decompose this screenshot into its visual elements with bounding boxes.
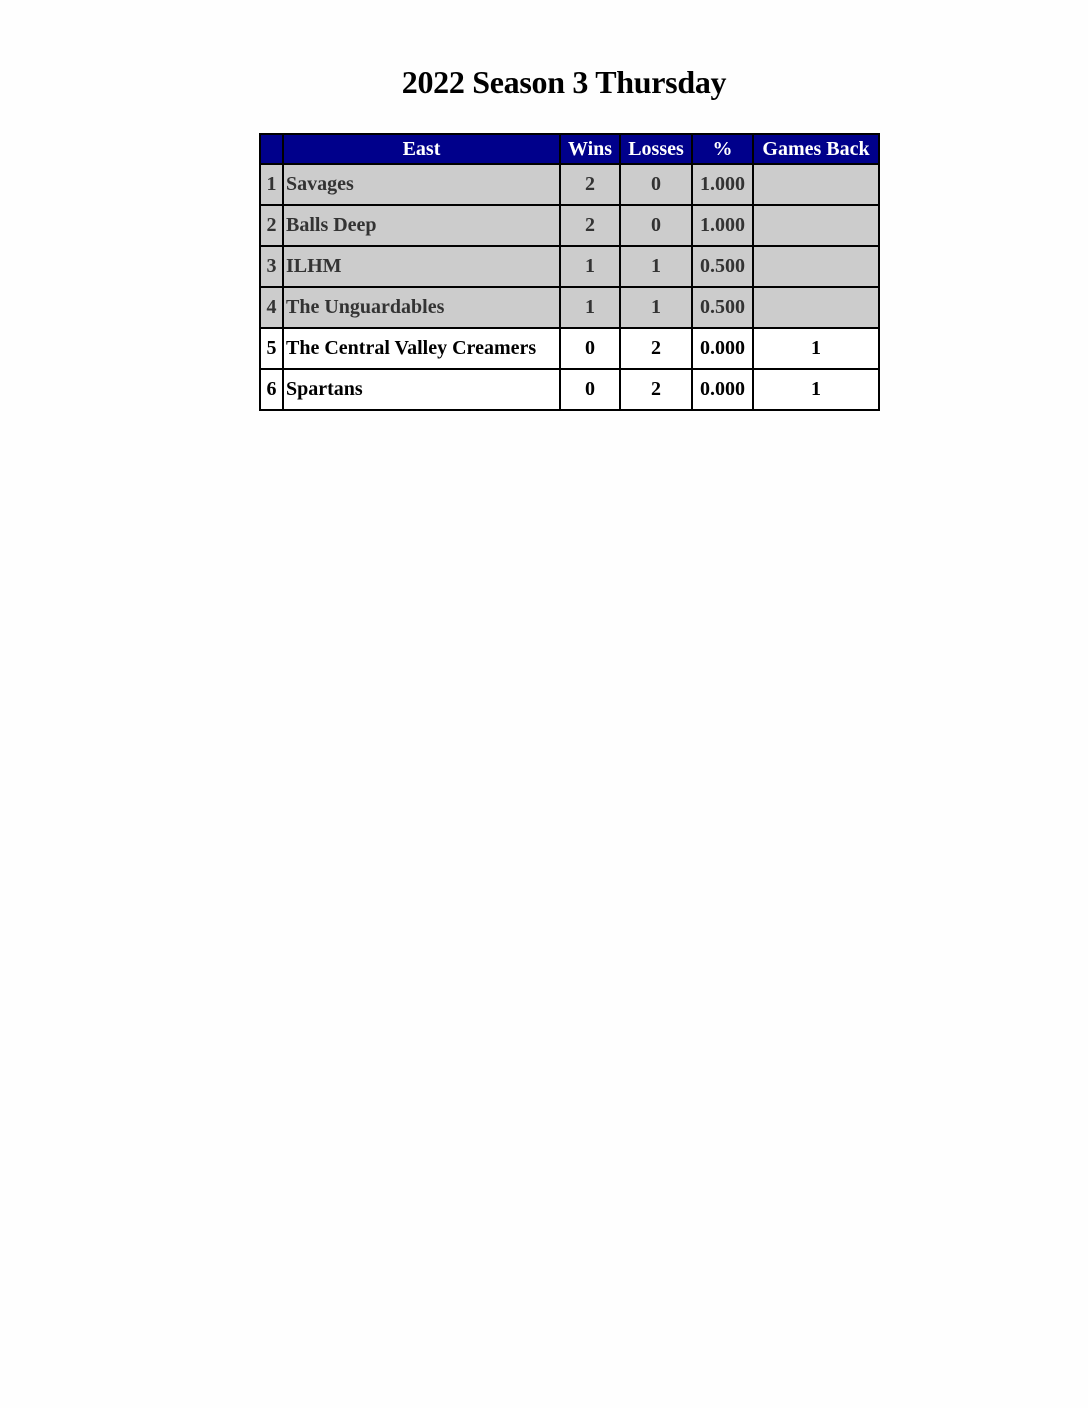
losses-cell: 1: [620, 287, 692, 328]
team-cell: Spartans: [283, 369, 560, 410]
games-back-cell: 1: [753, 369, 879, 410]
games-back-cell: [753, 205, 879, 246]
table-row: [260, 246, 879, 287]
games-back-cell: [753, 246, 879, 287]
losses-cell: 0: [620, 164, 692, 205]
rank-cell: 2: [260, 205, 283, 246]
pct-cell: 0.000: [692, 328, 753, 369]
header-losses: Losses: [620, 134, 692, 164]
games-back-cell: 1: [753, 328, 879, 369]
team-cell: Savages: [283, 164, 560, 205]
header-division: East: [283, 134, 560, 164]
header-rank: [260, 134, 283, 164]
rank-cell: 5: [260, 328, 283, 369]
wins-cell: 0: [560, 369, 620, 410]
wins-cell: 2: [560, 205, 620, 246]
standings-table: [259, 133, 880, 411]
table-row: [260, 164, 879, 205]
team-cell: The Central Valley Creamers: [283, 328, 560, 369]
table-row: [260, 369, 879, 410]
pct-cell: 1.000: [692, 164, 753, 205]
pct-cell: 0.500: [692, 287, 753, 328]
rank-cell: 4: [260, 287, 283, 328]
wins-cell: 2: [560, 164, 620, 205]
losses-cell: 2: [620, 369, 692, 410]
losses-cell: 2: [620, 328, 692, 369]
rank-cell: 1: [260, 164, 283, 205]
rank-cell: 6: [260, 369, 283, 410]
wins-cell: 1: [560, 246, 620, 287]
wins-cell: 0: [560, 328, 620, 369]
pct-cell: 0.000: [692, 369, 753, 410]
header-games-back: Games Back: [753, 134, 879, 164]
team-cell: ILHM: [283, 246, 560, 287]
team-cell: The Unguardables: [283, 287, 560, 328]
losses-cell: 1: [620, 246, 692, 287]
games-back-cell: [753, 164, 879, 205]
rank-cell: 3: [260, 246, 283, 287]
header-wins: Wins: [560, 134, 620, 164]
standings-header-row: [260, 134, 879, 164]
header-pct: %: [692, 134, 753, 164]
table-row: [260, 205, 879, 246]
team-cell: Balls Deep: [283, 205, 560, 246]
wins-cell: 1: [560, 287, 620, 328]
games-back-cell: [753, 287, 879, 328]
losses-cell: 0: [620, 205, 692, 246]
table-row: [260, 328, 879, 369]
pct-cell: 0.500: [692, 246, 753, 287]
page-title: 2022 Season 3 Thursday: [401, 64, 727, 100]
pct-cell: 1.000: [692, 205, 753, 246]
table-row: [260, 287, 879, 328]
